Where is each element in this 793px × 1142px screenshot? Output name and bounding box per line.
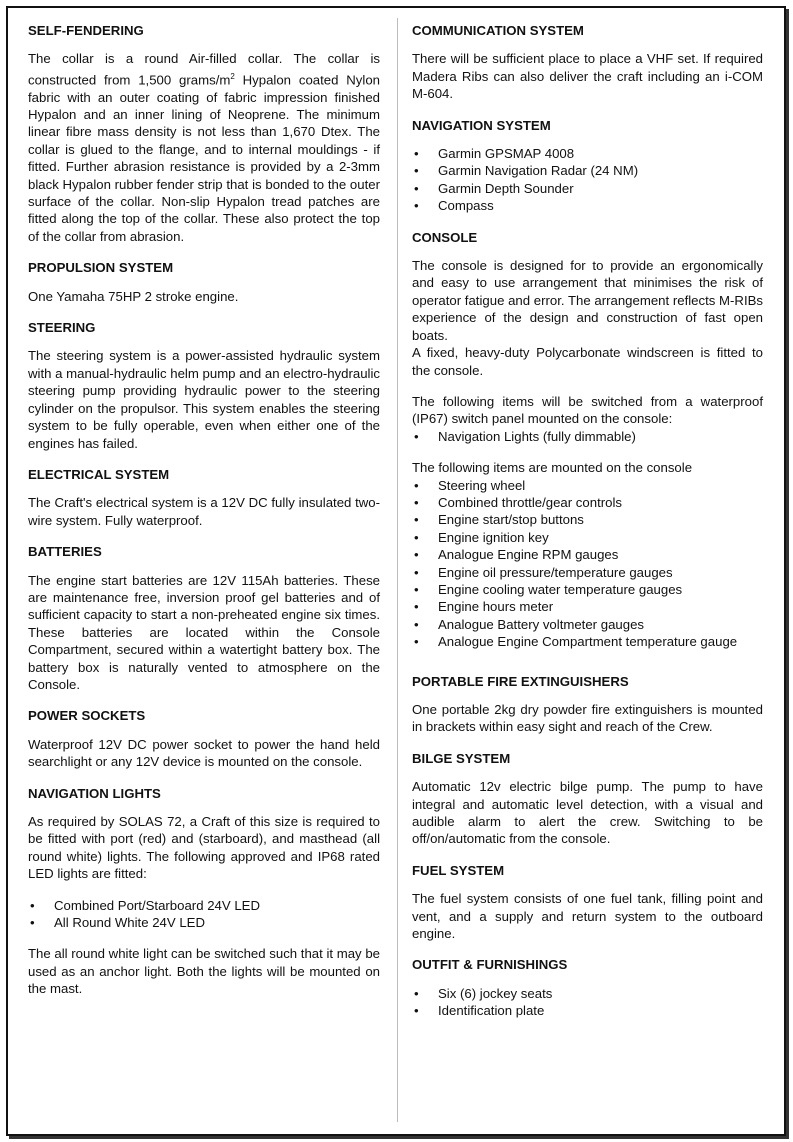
console-mounted-text: The following items are mounted on the console bbox=[412, 460, 693, 476]
navigation-lights-heading: NAVIGATION LIGHTS bbox=[28, 785, 161, 801]
list-item: • All Round White 24V LED bbox=[28, 914, 380, 931]
navigation-lights-list bbox=[28, 897, 380, 932]
power-sockets-heading: POWER SOCKETS bbox=[28, 708, 146, 724]
fire-extinguishers-heading: PORTABLE FIRE EXTINGUISHERS bbox=[412, 673, 629, 689]
navigation-lights-text: As required by SOLAS 72, a Craft of this size is required to be fitted with port (red) and (starboard), and masthead (all round white) lights. The following approved and IP68 rated LED lights are fitted: bbox=[28, 814, 380, 882]
bilge-text: Automatic 12v electric bilge pump. The pump to have integral and automatic level detection, with a visual and audible alarm to alert the crew. Switching to be off/on/automatic from the console. bbox=[412, 779, 763, 847]
list-item: • Garmin Depth Sounder bbox=[412, 180, 763, 197]
list-item: • Analogue Engine Compartment temperature gauge bbox=[412, 633, 763, 650]
self-fendering-text bbox=[28, 50, 380, 245]
list-item: • Steering wheel bbox=[412, 477, 763, 494]
electrical-heading: ELECTRICAL SYSTEM bbox=[28, 466, 170, 482]
list-item: • Garmin GPSMAP 4008 bbox=[412, 145, 763, 162]
outfit-list bbox=[412, 985, 763, 1020]
outfit-heading: OUTFIT & FURNISHINGS bbox=[412, 957, 568, 973]
list-item: • Analogue Battery voltmeter gauges bbox=[412, 616, 763, 633]
right-column bbox=[412, 22, 763, 1034]
navigation-system-list bbox=[412, 145, 763, 215]
fuel-text: The fuel system consists of one fuel tank, filling point and vent, and a supply and return system to the outboard engine. bbox=[412, 891, 763, 942]
steering-heading: STEERING bbox=[28, 320, 96, 336]
list-item: • Navigation Lights (fully dimmable) bbox=[412, 428, 763, 445]
list-item: • Engine oil pressure/temperature gauges bbox=[412, 564, 763, 581]
list-item: • Combined Port/Starboard 24V LED bbox=[28, 897, 380, 914]
list-item: • Engine start/stop buttons bbox=[412, 511, 763, 528]
left-column bbox=[28, 22, 380, 1012]
console-text-windscreen: A fixed, heavy-duty Polycarbonate windscreen is fitted to the console. bbox=[412, 345, 763, 378]
list-item: • Engine ignition key bbox=[412, 529, 763, 546]
fire-extinguishers-text: One portable 2kg dry powder fire extinguishers is mounted in brackets within easy sight and reach of the Crew. bbox=[412, 702, 763, 735]
communication-text: There will be sufficient place to place a VHF set. If required Madera Ribs can also deliver the craft including an i-COM M-604. bbox=[412, 51, 763, 102]
list-item: • Engine hours meter bbox=[412, 598, 763, 615]
console-heading: CONSOLE bbox=[412, 229, 478, 245]
console-switch-list bbox=[412, 428, 763, 445]
superscript-two: 2 bbox=[230, 71, 235, 81]
navigation-system-heading: NAVIGATION SYSTEM bbox=[412, 117, 551, 133]
fuel-heading: FUEL SYSTEM bbox=[412, 862, 505, 878]
batteries-text: The engine start batteries are 12V 115Ah batteries. These are maintenance free, inversion proof gel batteries and of sufficient capacity to start a non-preheated engine six times. These batteries are located within the Console Compartment, secured within a watertight battery box. The battery box is naturally vented to atmosphere on the Console. bbox=[28, 572, 380, 692]
communication-heading: COMMUNICATION SYSTEM bbox=[412, 23, 584, 38]
spacer bbox=[412, 665, 763, 673]
list-item: • Compass bbox=[412, 197, 763, 214]
self-fendering-heading: SELF-FENDERING bbox=[28, 23, 144, 38]
navigation-lights-text-2: The all round white light can be switched such that it may be used as an anchor light. Both the lights will be mounted on the mast. bbox=[28, 946, 380, 997]
electrical-text: The Craft's electrical system is a 12V DC fully insulated two-wire system. Fully waterproof. bbox=[28, 495, 380, 528]
propulsion-heading: PROPULSION SYSTEM bbox=[28, 260, 174, 276]
list-item: • Engine cooling water temperature gauges bbox=[412, 581, 763, 598]
bilge-heading: BILGE SYSTEM bbox=[412, 750, 511, 766]
console-mounted-list bbox=[412, 477, 763, 651]
column-divider bbox=[397, 18, 398, 1122]
console-switch-text: The following items will be switched from a waterproof (IP67) switch panel mounted on the console: bbox=[412, 393, 763, 427]
list-item: • Identification plate bbox=[412, 1002, 763, 1019]
power-sockets-text: Waterproof 12V DC power socket to power the hand held searchlight or any 12V device is mounted on the console. bbox=[28, 736, 380, 770]
console-text: The console is designed for to provide an ergonomically and easy to use arrangement that minimises the risk of operator fatigue and error. The arrangement reflects M-RIBs experience of the design and construction of fast open boats. bbox=[412, 258, 763, 343]
steering-text: The steering system is a power-assisted hydraulic system with a manual-hydraulic helm pump and an electro-hydraulic steering pump providing hydraulic power to the steering cylinder on the propulsor. This system enables the steering system to be fully operable, even when either one of the engines has failed. bbox=[28, 348, 380, 451]
self-fendering-text-part2: Hypalon coated Nylon fabric with an outer coating of fabric impression finished Hypalon and an inner lining of Neoprene. The minimum linear fibre mass density is not less than 1,670 Dtex. The collar is glued to the flange, and to internal mouldings - if fitted. Further abrasion resistance is provided by a 2-3mm black Hypalon rubber fender strip that is bonded to the outer surface of the collar. Non-slip Hypalon tread patches are fitted along the top of the collar. These also protect the top of the collar from abrasion. bbox=[28, 72, 380, 244]
propulsion-text: One Yamaha 75HP 2 stroke engine. bbox=[28, 288, 239, 304]
list-item: • Garmin Navigation Radar (24 NM) bbox=[412, 162, 763, 179]
list-item: • Analogue Engine RPM gauges bbox=[412, 546, 763, 563]
list-item: • Six (6) jockey seats bbox=[412, 985, 763, 1002]
batteries-heading: BATTERIES bbox=[28, 544, 102, 560]
self-fendering-text-part1: The collar is a round Air-filled collar. The collar is constructed from 1,500 grams/m bbox=[28, 51, 380, 88]
list-item: • Combined throttle/gear controls bbox=[412, 494, 763, 511]
